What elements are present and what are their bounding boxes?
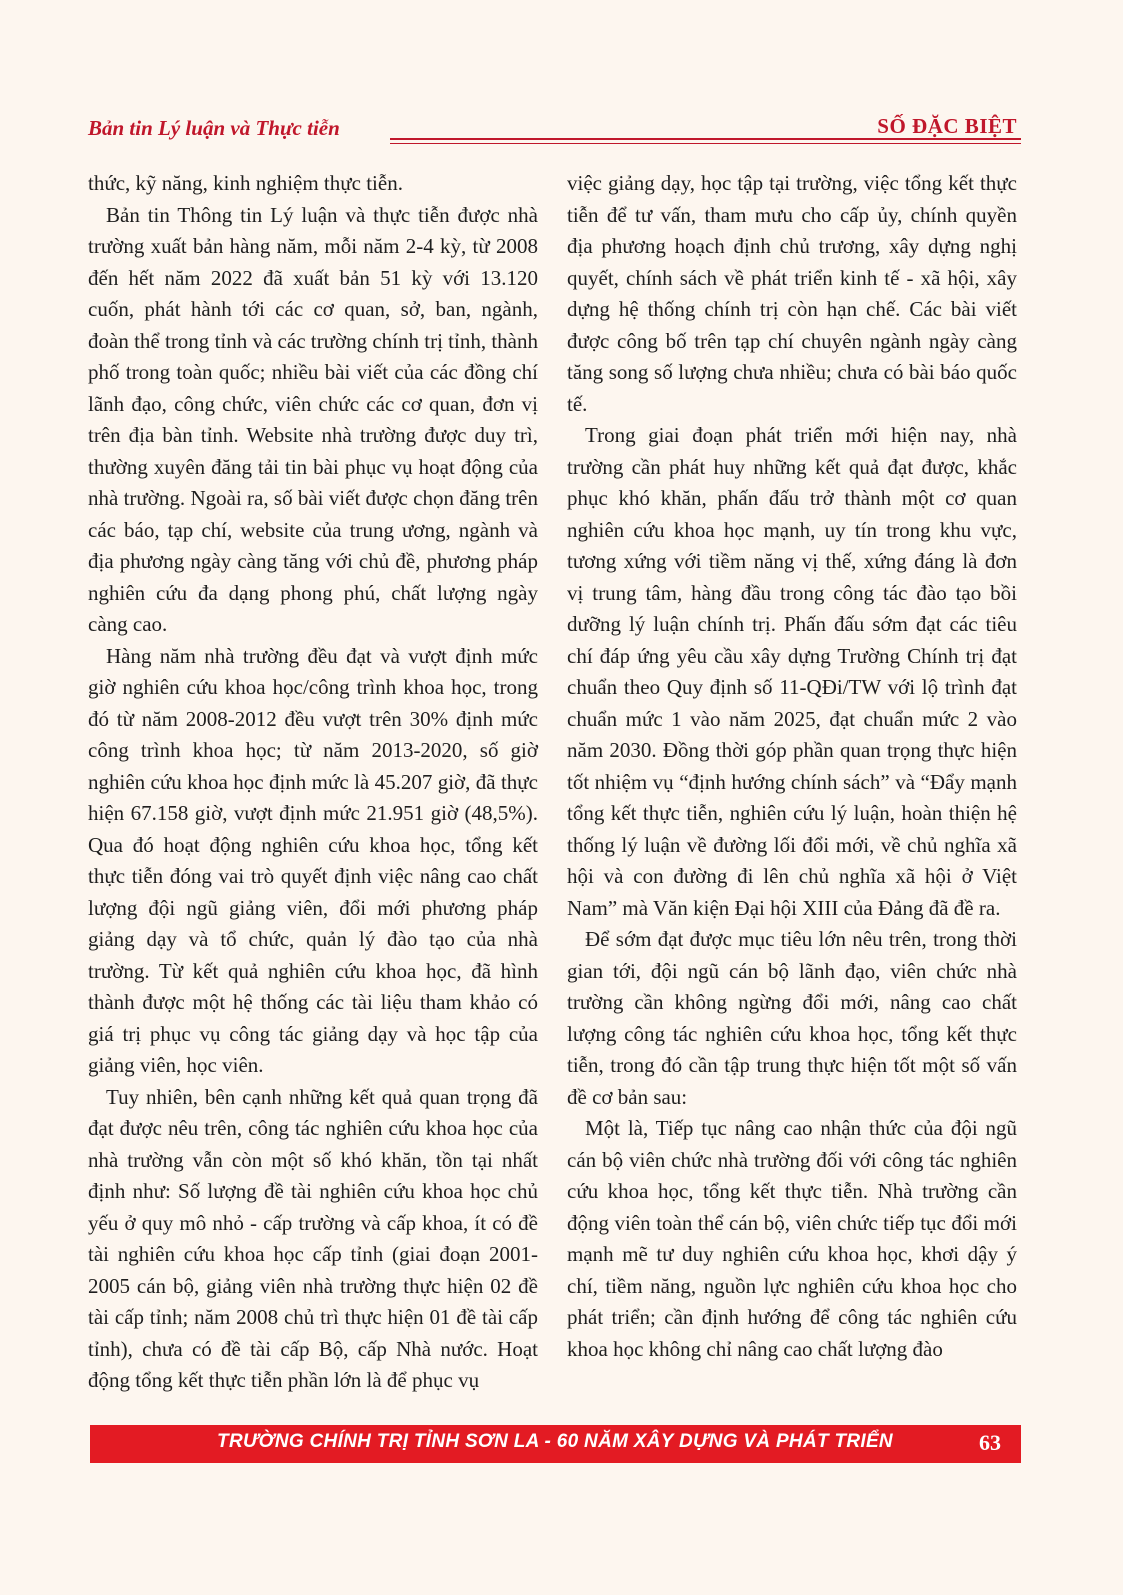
paragraph: Trong giai đoạn phát triển mới hiện nay, nhà trường cần phát huy những kết quả đạt được, khắc phục khó khăn, phấn đấu trở thành một cơ quan nghiên cứu khoa học mạnh, uy tín trong khu vực, tương xứng với tiềm năng vị thế, xứng đáng là đơn vị trung tâm, hàng đầu trong công tác đào tạo bồi dưỡng lý luận chính trị. Phấn đấu sớm đạt các tiêu chí đáp ứng yêu cầu xây dựng Trường Chính trị đạt chuẩn theo Quy định số 11-QĐi/TW với lộ trình đạt chuẩn mức 1 vào năm 2025, đạt chuẩn mức 2 vào năm 2030. Đồng thời góp phần quan trọng thực hiện tốt nhiệm vụ “định hướng chính sách” và “Đẩy mạnh tổng kết thực tiễn, nghiên cứu lý luận, hoàn thiện hệ thống lý luận về đường lối đổi mới, về chủ nghĩa xã hội và con đường đi lên chủ nghĩa xã hội ở Việt Nam” mà Văn kiện Đại hội XIII của Đảng đã đề ra. [567, 423, 1017, 920]
paragraph: Hàng năm nhà trường đều đạt và vượt định mức giờ nghiên cứu khoa học/công trình khoa học, trong đó từ năm 2008-2012 đều vượt trên 30% định mức công trình khoa học; từ năm 2013-2020, số giờ nghiên cứu khoa học định mức là 45.207 giờ, đã thực hiện 67.158 giờ, vượt định mức 21.951 giờ (48,5%). Qua đó hoạt động nghiên cứu khoa học, tổng kết thực tiễn đóng vai trò quyết định việc nâng cao chất lượng đội ngũ giảng viên, đổi mới phương pháp giảng dạy và tổ chức, quản lý đào tạo của nhà trường. Từ kết quả nghiên cứu khoa học, đã hình thành được một hệ thống các tài liệu tham khảo có giá trị phục vụ công tác giảng dạy và học tập của giảng viên, học viên. [88, 643, 538, 1077]
page-number: 63 [979, 1430, 1001, 1455]
left-column [88, 168, 538, 1397]
edition-label: SỐ ĐẶC BIỆT [877, 114, 1017, 138]
header-rule-thin [390, 143, 1021, 144]
paragraph: Bản tin Thông tin Lý luận và thực tiễn được nhà trường xuất bản hàng năm, mỗi năm 2-4 kỳ, từ 2008 đến hết năm 2022 đã xuất bản 51 kỳ với 13.120 cuốn, phát hành tới các cơ quan, sở, ban, ngành, đoàn thể trong tỉnh và các trường chính trị tỉnh, thành phố trong toàn quốc; nhiều bài viết của các đồng chí lãnh đạo, công chức, viên chức các cơ quan, đơn vị trên địa bàn tỉnh. Website nhà trường được duy trì, thường xuyên đăng tải tin bài phục vụ hoạt động của nhà trường. Ngoài ra, số bài viết được chọn đăng trên các báo, tạp chí, website của trung ương, ngành và địa phương ngày càng tăng với chủ đề, phương pháp nghiên cứu đa dạng phong phú, chất lượng ngày càng cao. [88, 202, 538, 636]
paragraph: Để sớm đạt được mục tiêu lớn nêu trên, trong thời gian tới, đội ngũ cán bộ lãnh đạo, viên chức nhà trường cần không ngừng đổi mới, nâng cao chất lượng công tác nghiên cứu khoa học, tổng kết thực tiễn, trong đó cần tập trung thực hiện tốt một số vấn đề cơ bản sau: [567, 927, 1017, 1109]
paragraph: thức, kỹ năng, kinh nghiệm thực tiễn. [88, 171, 403, 195]
footer-title: TRƯỜNG CHÍNH TRỊ TỈNH SƠN LA - 60 NĂM XÂY DỰNG VÀ PHÁT TRIỂN [217, 1431, 893, 1452]
paragraph: Một là, Tiếp tục nâng cao nhận thức của đội ngũ cán bộ viên chức nhà trường đối với công tác nghiên cứu khoa học, tổng kết thực tiễn. Nhà trường cần động viên toàn thể cán bộ, viên chức tiếp tục đổi mới mạnh mẽ tư duy nghiên cứu khoa học, khơi dậy ý chí, tiềm năng, nguồn lực nghiên cứu khoa học cho phát triển; cần định hướng để công tác nghiên cứu khoa học không chỉ nâng cao chất lượng đào [567, 1116, 1017, 1361]
right-column [567, 168, 1017, 1365]
paragraph: việc giảng dạy, học tập tại trường, việc tổng kết thực tiễn để tư vấn, tham mưu cho cấp ủy, chính quyền địa phương hoạch định chủ trương, xây dựng nghị quyết, chính sách về phát triển kinh tế - xã hội, xây dựng hệ thống chính trị còn hạn chế. Các bài viết được công bố trên tạp chí chuyên ngành ngày càng tăng song số lượng chưa nhiều; chưa có bài báo quốc tế. [567, 171, 1017, 416]
paragraph: Tuy nhiên, bên cạnh những kết quả quan trọng đã đạt được nêu trên, công tác nghiên cứu khoa học của nhà trường vẫn còn một số khó khăn, tồn tại nhất định như: Số lượng đề tài nghiên cứu khoa học chủ yếu ở quy mô nhỏ - cấp trường và cấp khoa, ít có đề tài nghiên cứu khoa học cấp tỉnh (giai đoạn 2001-2005 cán bộ, giảng viên nhà trường thực hiện 02 đề tài cấp tỉnh; năm 2008 chủ trì thực hiện 01 đề tài cấp tỉnh), chưa có đề tài cấp Bộ, cấp Nhà nước. Hoạt động tổng kết thực tiễn phần lớn là để phục vụ [88, 1084, 538, 1392]
page-header [88, 112, 1021, 152]
page-footer [90, 1425, 1021, 1463]
publication-title: Bản tin Lý luận và Thực tiễn [88, 116, 340, 140]
